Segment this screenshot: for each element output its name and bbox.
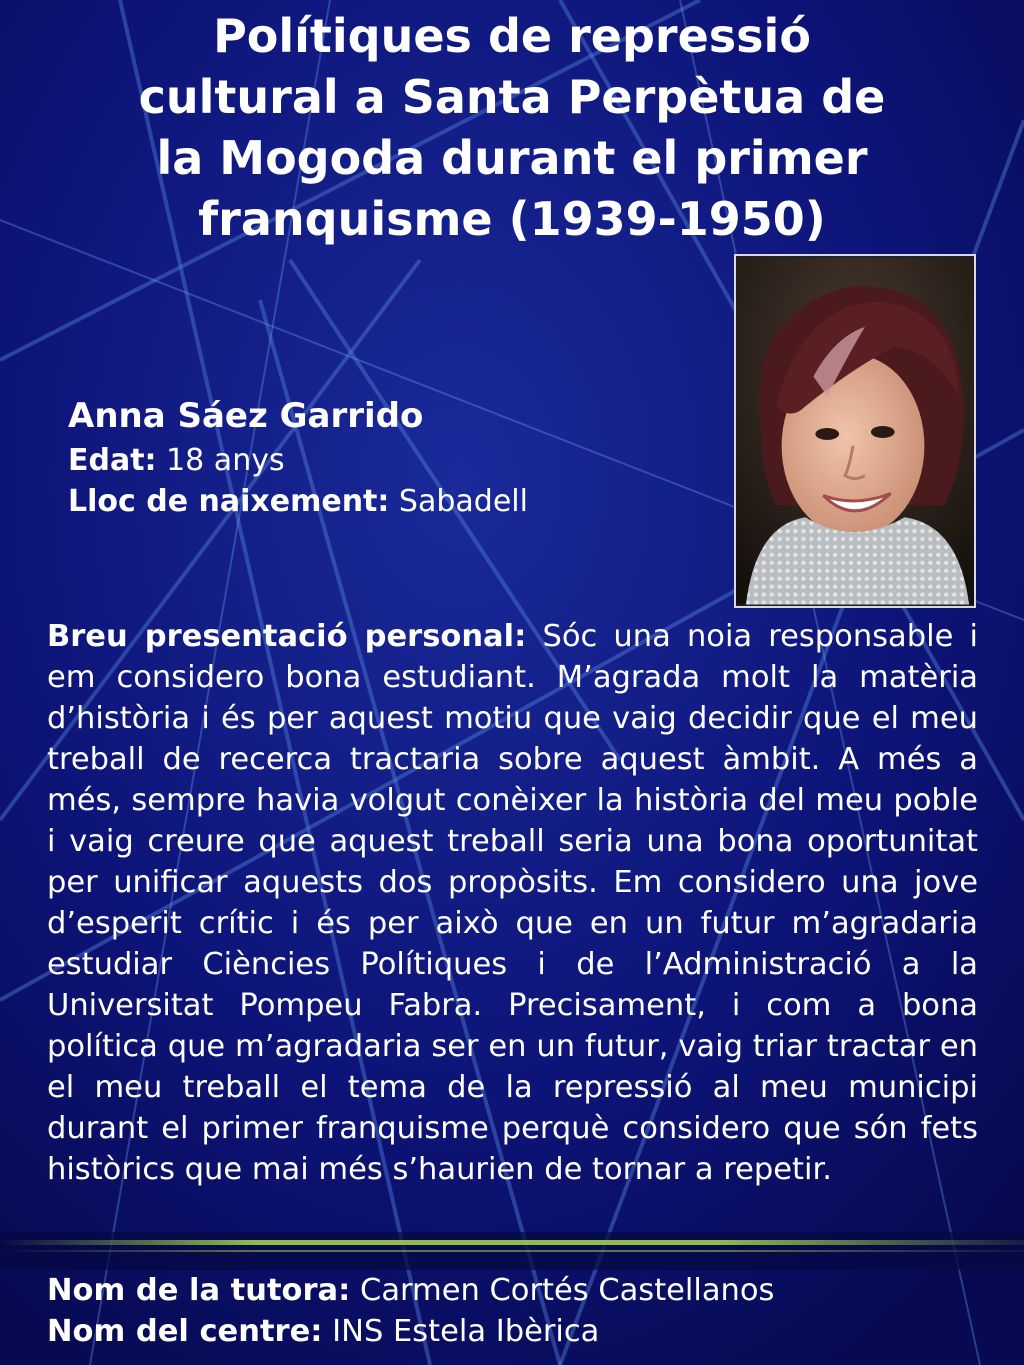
tutor-value: Carmen Cortés Castellanos — [350, 1273, 775, 1308]
school-value: INS Estela Ibèrica — [322, 1314, 600, 1349]
slide-title — [40, 6, 984, 250]
title-line: Polítiques de repressió — [213, 9, 811, 63]
title-line: franquisme (1939-1950) — [198, 192, 826, 246]
age-line — [68, 440, 528, 481]
birthplace-line — [68, 481, 528, 522]
credits — [47, 1270, 774, 1352]
eye-right — [871, 426, 895, 438]
portrait-photo — [734, 254, 976, 608]
bio-text: Sóc una noia responsable i em considero bona estudiant. M’agrada molt la matèria d’història i és per aquest motiu que vaig decidir que el meu treball de recerca tractaria sobre aquest àmbit. A més a més, sempre havia volgut conèixer la història del meu poble i vaig creure que aquest treball seria una bona oportunitat per unificar aquests dos propòsits. Em considero una jove d’esperit crític i és per això que en un futur m’agradaria estudiar Ciències Polítiques i de l’Administració a la Universitat Pompeu Fabra. Precisament, i com a bona política que m’agradaria ser en un futur, vaig triar tractar en el meu treball el tema de la repressió al meu municipi durant el primer franquisme perquè considero que són fets històrics que mai més s’haurien de tornar a repetir. — [47, 619, 978, 1187]
birthplace-label: Lloc de naixement: — [68, 484, 390, 519]
birthplace-value: Sabadell — [389, 484, 528, 519]
bio-paragraph — [47, 616, 978, 1190]
tutor-line — [47, 1270, 774, 1311]
eye-left — [815, 428, 839, 440]
age-value: 18 anys — [156, 443, 285, 478]
age-label: Edat: — [68, 443, 157, 478]
student-name: Anna Sáez Garrido — [68, 396, 424, 436]
tutor-label: Nom de la tutora: — [47, 1273, 351, 1308]
portrait-illustration — [736, 256, 974, 606]
bio-label: Breu presentació personal: — [47, 619, 527, 654]
bottom-accent-line-thin — [0, 1250, 1024, 1252]
personal-info — [68, 392, 528, 522]
school-line — [47, 1311, 774, 1352]
title-line: cultural a Santa Perpètua de — [138, 70, 886, 124]
title-line: la Mogoda durant el primer — [156, 131, 868, 185]
bottom-accent-line — [0, 1240, 1024, 1245]
school-label: Nom del centre: — [47, 1314, 323, 1349]
